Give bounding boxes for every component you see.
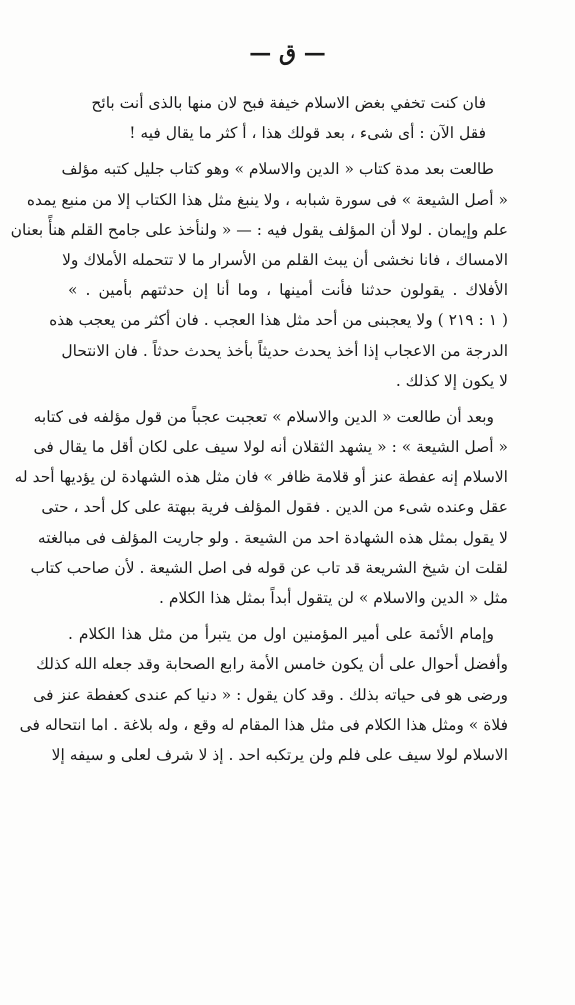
text-line: ( ١ : ٢١٩ ) ولا يعجبنى من أحد مثل هذا العجب . فان أكثر من يعجب هذه [49,311,508,330]
text-line: مثل « الدين والاسلام » لن يتقول أبداً بمثل هذا الكلام . [159,589,508,607]
text-line: لقلت ان شيخ الشريعة قد تاب عن قوله فى اصل الشيعة . لأن صاحب كتاب [30,558,508,577]
text-line: الاسلام إنه عفطة عنز أو قلامة ظافر » فان مثل هذه الشهادة لن يؤديها أحد له [14,468,508,487]
page-body [10,88,508,770]
text-line: « أصل الشيعة » فى سورة شبابه ، ولا ينبغ مثل هذا الكتاب إلا من منبع يمده [26,190,508,209]
text-line: « أصل الشيعة » : « يشهد الثقلان أنه لولا سيف على لكان أقل ما يقال فى [33,438,508,457]
text-line: لا يقول بمثل هذه الشهادة احد من الشيعة . ولو جاريت المؤلف فى مبالغته [37,528,508,547]
text-line: لا يكون إلا كذلك . [395,371,508,390]
verse-line: فان كنت تخفي بغض الاسلام خيفة فبح لان منها بالذى أنت بائح [91,94,486,112]
text-line: الدرجة من الاعجاب إذا أخذ يحدث حديثاً بأخذ يحدث حدثاً . فان الانتحال [61,341,508,360]
page-header: — ق — [249,40,326,66]
text-line: الأفلاك . يقولون حدثنا فأنت أمينها ، وما أنا إن حدثتهم بأمين . » [68,281,508,300]
text-line: وبعد أن طالعت « الدين والاسلام » تعجبت عجباً من قول مؤلفه فى كتابه [33,407,494,426]
text-line: الامساك ، فانا نخشى أن يبث القلم من الأسرار ما لا تتحمله الأملاك ولا [62,250,508,269]
text-line: طالعت بعد مدة كتاب « الدين والاسلام » وهو كتاب جليل كتبه مؤلف [61,160,494,179]
text-line: وإمام الأئمة على أمير المؤمنين اول من يتبرأ من مثل هذا الكلام . [68,625,494,644]
text-line: فقل الآن : أى شىء ، بعد قولك هذا ، أ كثر ما يقال فيه ! [129,124,486,143]
text-line: ورضى هو فى حياته بذلك . وقد كان يقول : « دنيا كم عندى كعفطة عنز فى [33,685,508,704]
text-line: الاسلام لولا سيف على فلم ولن يرتكبه احد . إذ لا شرف لعلى و سيفه إلا [51,745,508,764]
text-line: وأفضل أحوال على أن يكون خامس الأمة رابع الصحابة وقد جعله الله كذلك [36,655,508,674]
text-line: علم وإيمان . لولا أن المؤلف يقول فيه : — « ولنأخذ على جامح القلم هنأً بعنان [10,220,508,239]
text-line: فلاة » ومثل هذا الكلام فى مثل هذا المقام له وقع ، وله بلاغة . اما انتحاله فى [19,715,508,734]
text-line: عقل وعنده شىء من الدين . فقول المؤلف فرية ببهتة على كل أحد ، حتى [41,498,508,517]
